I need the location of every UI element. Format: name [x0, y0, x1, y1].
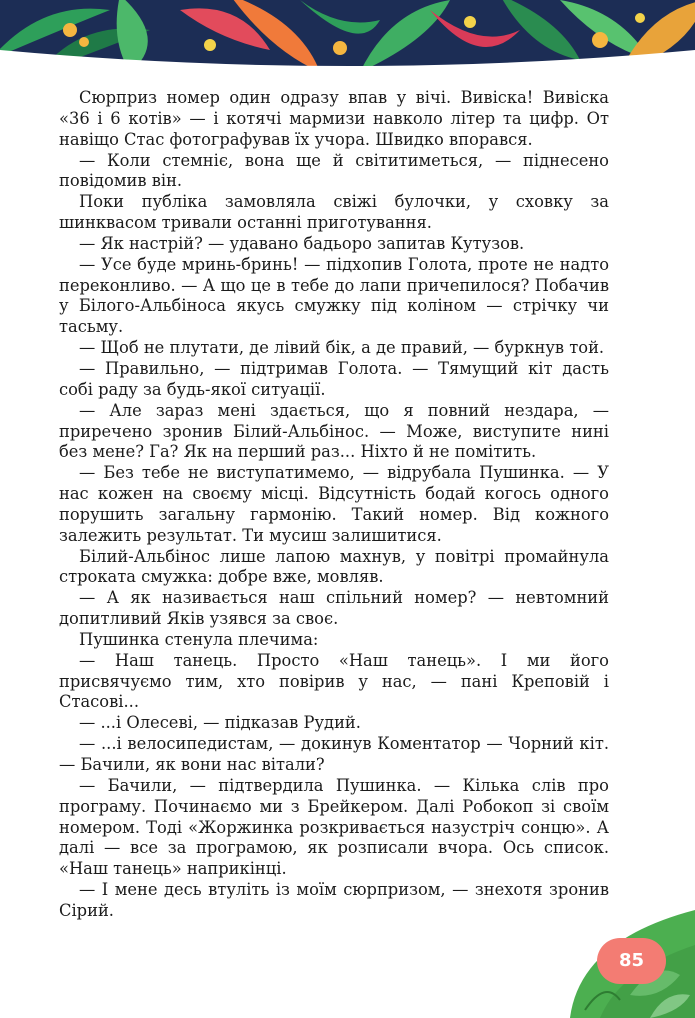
paragraph: Сюрприз номер один одразу впав у вічі. Вивіска! Вивіска «36 і 6 котів» — і котячі мармизи навколо літер та цифр. От навіщо Стас фотографував їх учора. Швидко впорався. [59, 88, 609, 149]
paragraph: — Правильно, — підтримав Голота. — Тямущий кіт дасть собі раду за будь-якої ситуації. [59, 358, 609, 399]
page-number: 85 [597, 938, 666, 984]
paragraph: — Усе буде мринь-бринь! — підхопив Голота, проте не надто переконливо. — А що це в тебе до лапи причепилося? Побачив у Білого-Альбіноса якусь смужку під коліном — стрічку чи тасьму. [59, 254, 609, 337]
paragraph: — Як настрій? — удавано бадьоро запитав Кутузов. [79, 233, 525, 253]
paragraph: — ...і Олесеві, — підказав Рудий. [79, 713, 361, 733]
paragraph: — Бачили, — підтвердила Пушинка. — Кілька слів про програму. Починаємо ми з Брейкером. Далі Робокоп зі своїм номером. Тоді «Жоржинка розкривається назустріч сонцю». А далі — все за програмою, як розписали вчора. Ось список. «Наш танець» наприкінці. [59, 775, 609, 879]
paragraph: — Коли стемніє, вона ще й світитиметься, — піднесено повідомив він. [59, 150, 609, 191]
paragraph: Пушинка стенула плечима: [79, 629, 319, 649]
paragraph: — ...і велосипедистам, — докинув Коментатор — Чорний кіт. — Бачили, як вони нас вітали? [59, 734, 609, 774]
paragraph: — Наш танець. Просто «Наш танець». І ми його присвячуємо тим, хто повірив у нас, — пані Креповій і Стасові... [59, 650, 609, 712]
paragraph: Білий-Альбінос лише лапою махнув, у повітрі промайнула строката смужка: добре вже, мовляв. [59, 546, 609, 587]
paragraph: — Але зараз мені здається, що я повний нездара, — приречено зронив Білий-Альбінос. — Може, виступите нині без мене? Га? Як на перший раз... Ніхто й не помітить. [59, 400, 609, 462]
tropical-leaves-icon [0, 0, 695, 72]
paragraph: — Без тебе не виступатимемо, — відрубала Пушинка. — У нас кожен на своєму місці. Відсутність бодай когось одного порушить загальну гармонію. Такий номер. Від кожного залежить результат. Ти мусиш залишитися. [59, 463, 609, 545]
paragraph: — І мене десь втуліть із моїм сюрпризом, — знехотя зронив Сірий. [59, 880, 609, 920]
header-illustration [0, 0, 695, 72]
paragraph: — Щоб не плутати, де лівий бік, а де правий, — буркнув той. [79, 338, 605, 358]
story-text [59, 88, 609, 922]
paragraph: Поки публіка замовляла свіжі булочки, у сховку за шинквасом тривали останні приготування. [59, 192, 609, 233]
paragraph: — А як називається наш спільний номер? — невтомний допитливий Яків узявся за своє. [59, 588, 609, 629]
